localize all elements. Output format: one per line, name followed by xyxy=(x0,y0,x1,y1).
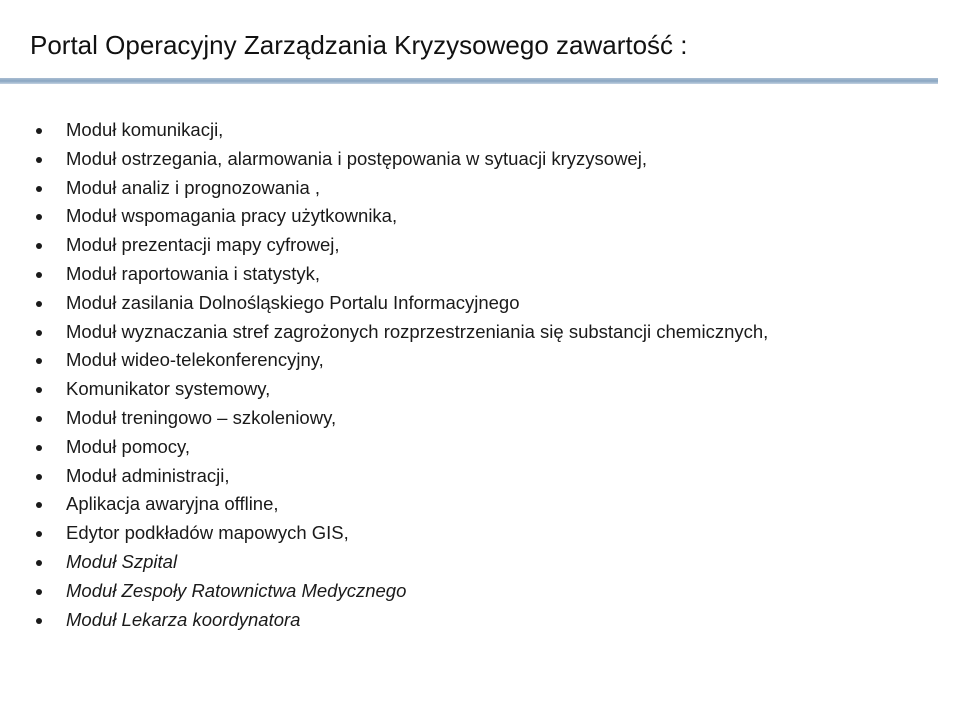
list-item-text: Moduł Szpital xyxy=(66,550,178,572)
list-item-text: Moduł wyznaczania stref zagrożonych rozprzestrzeniania się substancji chemicznych, xyxy=(66,320,769,342)
bullet-icon xyxy=(36,186,42,192)
list-item-text: Moduł treningowo – szkoleniowy, xyxy=(66,406,337,428)
title-divider xyxy=(0,78,938,84)
page-title: Portal Operacyjny Zarządzania Kryzysowego zawartość : xyxy=(30,30,688,60)
bullet-icon xyxy=(36,560,42,566)
bullet-icon xyxy=(36,301,42,307)
bullet-icon xyxy=(36,157,42,163)
list-item-text: Moduł analiz i prognozowania , xyxy=(66,176,321,198)
list-item-text: Moduł ostrzegania, alarmowania i postępowania w sytuacji kryzysowej, xyxy=(66,147,647,169)
bullet-icon xyxy=(36,416,42,422)
list-item-text: Moduł zasilania Dolnośląskiego Portalu Informacyjnego xyxy=(66,291,520,313)
bullet-icon xyxy=(36,128,42,134)
list-item-text: Edytor podkładów mapowych GIS, xyxy=(66,522,349,544)
bullet-icon xyxy=(36,358,42,364)
list-item-text: Moduł Lekarza koordynatora xyxy=(66,608,301,630)
list-item-text: Moduł prezentacji mapy cyfrowej, xyxy=(66,234,340,256)
list-item-text: Moduł administracji, xyxy=(66,464,230,486)
list-item-text: Moduł komunikacji, xyxy=(66,119,224,140)
list-item-text: Aplikacja awaryjna offline, xyxy=(66,493,279,515)
list-item-text: Moduł pomocy, xyxy=(66,435,191,457)
bullet-icon xyxy=(36,531,42,537)
list-item-text: Moduł wspomagania pracy użytkownika, xyxy=(66,205,398,227)
bullet-icon xyxy=(36,474,42,480)
bullet-icon xyxy=(36,330,42,336)
bullet-icon xyxy=(36,272,42,278)
bullet-icon xyxy=(36,502,42,508)
list-item-text: Moduł wideo-telekonferencyjny, xyxy=(66,349,324,371)
bullet-icon xyxy=(36,387,42,393)
bullet-icon xyxy=(36,589,42,595)
bullet-icon xyxy=(36,243,42,249)
bullet-icon xyxy=(36,618,42,624)
list-item-text: Moduł raportowania i statystyk, xyxy=(66,262,320,284)
bullet-icon xyxy=(36,214,42,220)
list-item-text: Moduł Zespoły Ratownictwa Medycznego xyxy=(66,579,407,601)
bullet-icon xyxy=(36,445,42,451)
list-item-text: Komunikator systemowy, xyxy=(66,378,271,400)
